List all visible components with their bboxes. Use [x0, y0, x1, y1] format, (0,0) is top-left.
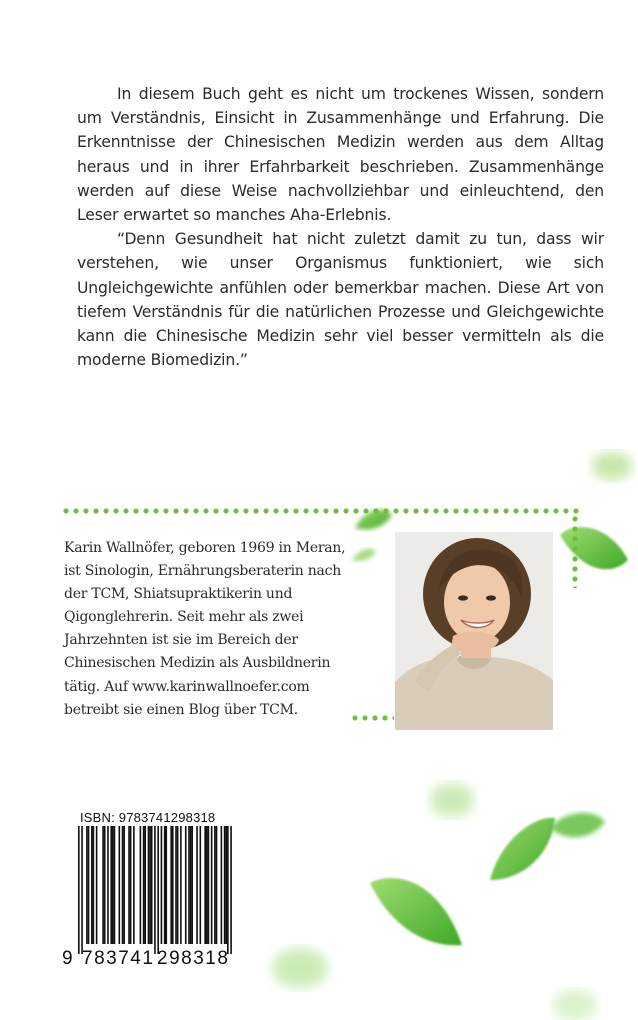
barcode-bar — [102, 826, 104, 944]
barcode-bar — [221, 826, 223, 944]
barcode-digits-group2: 298318 — [157, 948, 230, 969]
back-cover-blurb — [77, 82, 604, 372]
barcode-bar — [188, 826, 190, 944]
barcode-bar — [81, 826, 83, 954]
leaf-icon — [550, 813, 605, 837]
barcode-bar — [172, 826, 174, 944]
barcode-bar — [170, 826, 172, 944]
barcode-bar — [216, 826, 218, 944]
barcode-bar — [104, 826, 106, 944]
dotted-line-top — [63, 508, 581, 514]
barcode-bar — [185, 826, 187, 944]
barcode-bar — [225, 826, 227, 944]
barcode-bar — [211, 826, 213, 944]
barcode-bar — [191, 826, 193, 944]
leaf-icon — [490, 818, 555, 880]
barcode-bar — [154, 826, 156, 954]
barcode-bar — [161, 826, 163, 944]
leaf-icon — [560, 527, 628, 569]
blurb-paragraph-2: “Denn Gesundheit hat nicht zuletzt damit zu tun, dass wir verstehen, wie unser Organismus funktioniert, wie sich Ungleichgewichte anfühlen oder bemerkbar machen. Diese Art von tiefem Verständnis für die natürlichen Prozesse und Gleichgewichte kann die Chinesische Medizin sehr viel besser vermitteln als die moderne Biomedizin.” — [77, 230, 604, 370]
barcode-bar — [110, 826, 112, 944]
leaf-icon — [553, 990, 597, 1020]
barcode-bar — [144, 826, 146, 944]
barcode-bar — [180, 826, 182, 944]
barcode-bar — [86, 826, 88, 944]
isbn-label: ISBN: 9783741298318 — [80, 810, 216, 825]
barcode-bar — [206, 826, 208, 944]
barcode-bar — [151, 826, 153, 944]
barcode-digits-group1: 783741 — [82, 948, 155, 969]
barcode-bar — [157, 826, 159, 954]
barcode-bar — [224, 826, 226, 944]
barcode-bar — [164, 826, 166, 944]
barcode-bar — [107, 826, 109, 944]
barcode-bar — [208, 826, 210, 944]
barcode-bar — [114, 826, 116, 944]
author-photo — [395, 532, 553, 730]
leaf-icon — [352, 549, 376, 561]
leaf-icon — [272, 948, 328, 988]
barcode-bar — [204, 826, 206, 944]
barcode-bar — [140, 826, 142, 944]
barcode-bar — [214, 826, 216, 944]
barcode-bar — [165, 826, 167, 944]
barcode-bar — [130, 826, 132, 944]
barcode-bar — [190, 826, 192, 944]
barcode-bar — [119, 826, 121, 944]
barcode-bar — [122, 826, 124, 944]
barcode-bar — [200, 826, 202, 944]
barcode-bar — [177, 826, 179, 944]
leaf-icon — [430, 783, 474, 817]
leaf-icon — [592, 452, 632, 480]
barcode-bar — [149, 826, 151, 944]
barcode-bar — [230, 826, 232, 954]
leaf-icon — [370, 878, 462, 945]
author-bio: Karin Wallnöfer, geboren 1969 in Meran, ist Sinologin, Ernährungsberaterin nach der TCM, Shiatsupraktikerin und Qigonglehrerin. Seit mehr als zwei Jahrzehnten ist sie im Bereich der Chinesischen Medizin als Ausbildnerin tätig. Auf www.karinwallnoefer.com betreibt sie einen Blog über TCM. — [64, 540, 346, 718]
barcode-bar — [143, 826, 145, 944]
barcode-bar — [93, 826, 95, 944]
barcode-bar — [175, 826, 177, 944]
dotted-line-bottom — [352, 715, 394, 721]
barcode-bar — [123, 826, 125, 944]
barcode-bar — [128, 826, 130, 944]
barcode-bar — [88, 826, 90, 944]
barcode-bar — [227, 826, 229, 954]
barcode-bar — [91, 826, 93, 944]
isbn-barcode — [60, 826, 240, 971]
barcode-digit-lead: 9 — [62, 948, 73, 969]
barcode-bar — [196, 826, 198, 944]
barcode-bar — [133, 826, 135, 944]
blurb-paragraph-1: In diesem Buch geht es nicht um trockenes Wissen, sondern um Verständnis, Einsicht in Zusammenhänge und Erfahrung. Die Erkenntnisse der Chinesischen Medizin werden aus dem Alltag heraus und in ihrer Erfahrbarkeit beschrieben. Zusammenhänge werden auf diese Weise nachvollziehbar und einleuchtend, den Leser erwartet so manches Aha-Erlebnis. — [77, 85, 604, 225]
barcode-bar — [96, 826, 98, 944]
barcode-bar — [78, 826, 80, 954]
dotted-line-right — [572, 516, 578, 588]
portrait-illustration — [395, 532, 553, 730]
barcode-bar — [148, 826, 150, 944]
barcode-bar — [112, 826, 114, 944]
